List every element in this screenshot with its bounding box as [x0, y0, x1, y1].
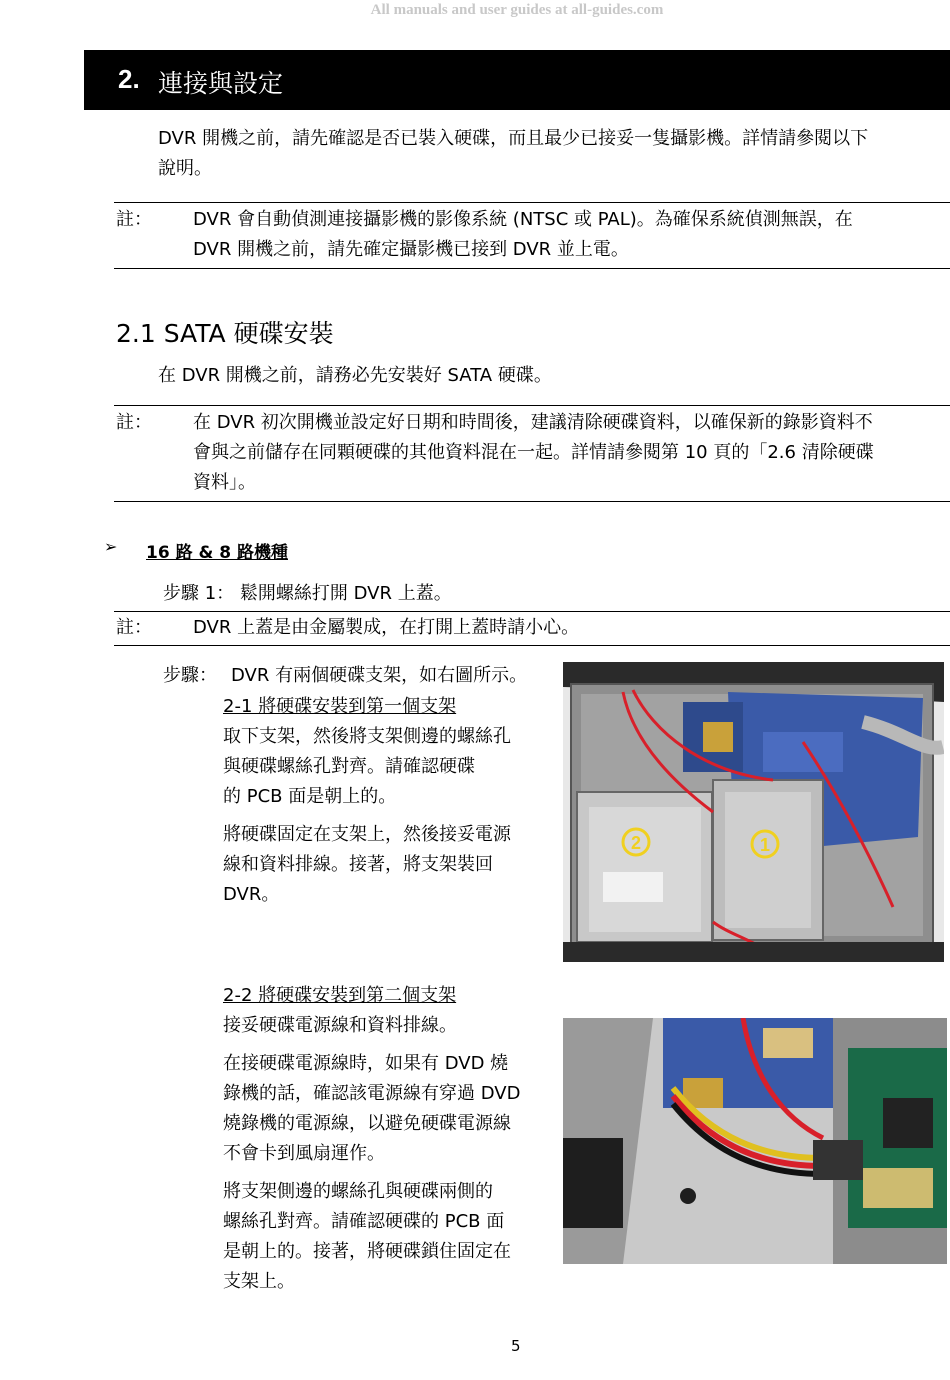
note-line: DVR 開機之前，請先確定攝影機已接到 DVR 並上電。	[193, 239, 629, 260]
step-line: 燒錄機的電源線，以避免硬碟電源線	[223, 1113, 511, 1134]
section-intro: 在 DVR 開機之前，請務必先安裝好 SATA 硬碟。	[158, 365, 552, 386]
divider	[114, 202, 950, 203]
intro-paragraph	[158, 124, 950, 184]
divider	[114, 611, 950, 612]
step-line: 螺絲孔對齊。請確認硬碟的 PCB 面	[223, 1211, 505, 1232]
step-line: 是朝上的。接著，將硬碟鎖住固定在	[223, 1241, 511, 1262]
note-label: 註：	[116, 209, 152, 230]
subsection-title: 16 路 & 8 路機種	[146, 543, 288, 563]
step-2-label: 步驟：	[163, 665, 217, 686]
note-label: 註：	[116, 412, 152, 433]
chapter-title: 連接與設定	[158, 69, 284, 98]
note-1-text	[193, 205, 950, 265]
chapter-number: 2.	[118, 64, 140, 94]
step-line: 的 PCB 面是朝上的。	[223, 786, 397, 807]
bullet-arrow-icon: ➢	[104, 537, 118, 556]
note-line: 會與之前儲存在同顆硬碟的其他資料混在一起。詳情請參閱第 10 頁的「2.6 清除硬碟	[193, 442, 874, 463]
hdd-cable-illustration	[563, 1018, 947, 1264]
section-title: 2.1 SATA 硬碟安裝	[116, 319, 334, 348]
step-line: 線和資料排線。接著，將支架裝回	[223, 854, 493, 875]
note-label: 註：	[116, 617, 152, 638]
step-line: 錄機的話，確認該電源線有穿過 DVD	[223, 1083, 521, 1104]
divider	[114, 501, 950, 502]
step-1: 步驟 1： 鬆開螺絲打開 DVR 上蓋。	[163, 583, 452, 604]
marker-2-label: 2	[630, 833, 642, 853]
dvr-chassis-illustration	[563, 662, 944, 962]
step-2-2-block	[223, 981, 553, 1297]
step-2-2-title: 2-2 將硬碟安裝到第二個支架	[223, 985, 457, 1006]
step-line: 將支架側邊的螺絲孔與硬碟兩側的	[223, 1181, 493, 1202]
step-line: 在接硬碟電源線時，如果有 DVD 燒	[223, 1053, 509, 1074]
step-2-text: DVR 有兩個硬碟支架，如右圖所示。	[231, 665, 528, 686]
divider	[114, 645, 950, 646]
note-line: 在 DVR 初次開機並設定好日期和時間後，建議清除硬碟資料，以確保新的錄影資料不	[193, 412, 873, 433]
intro-line: DVR 開機之前，請先確認是否已裝入硬碟，而且最少已接妥一隻攝影機。詳情請參閱以下	[158, 128, 869, 149]
note-3-text: DVR 上蓋是由金屬製成，在打開上蓋時請小心。	[193, 617, 580, 638]
step-line: DVR。	[223, 884, 280, 905]
divider	[114, 268, 950, 269]
dvr-chassis-photo	[563, 662, 944, 962]
intro-line: 說明。	[158, 158, 212, 179]
watermark: All manuals and user guides at all-guides.com	[370, 2, 664, 18]
step-line: 與硬碟螺絲孔對齊。請確認硬碟	[223, 756, 475, 777]
note-2-text	[193, 408, 950, 498]
step-line: 接妥硬碟電源線和資料排線。	[223, 1015, 457, 1036]
step-2-1-title: 2-1 將硬碟安裝到第一個支架	[223, 696, 457, 717]
note-line: 資料」。	[193, 472, 256, 493]
chapter-header	[84, 50, 950, 110]
note-line: DVR 會自動偵測連接攝影機的影像系統 (NTSC 或 PAL)。為確保系統偵測無誤，在	[193, 209, 853, 230]
divider	[114, 405, 950, 406]
step-line: 將硬碟固定在支架上，然後接妥電源	[223, 824, 511, 845]
marker-1-label: 1	[759, 835, 771, 855]
hdd-cable-photo	[563, 1018, 947, 1264]
step-2-1-block	[223, 692, 553, 910]
step-line: 取下支架，然後將支架側邊的螺絲孔	[223, 726, 511, 747]
step-line: 不會卡到風扇運作。	[223, 1143, 385, 1164]
step-line: 支架上。	[223, 1271, 295, 1292]
page-number: 5	[511, 1337, 521, 1355]
